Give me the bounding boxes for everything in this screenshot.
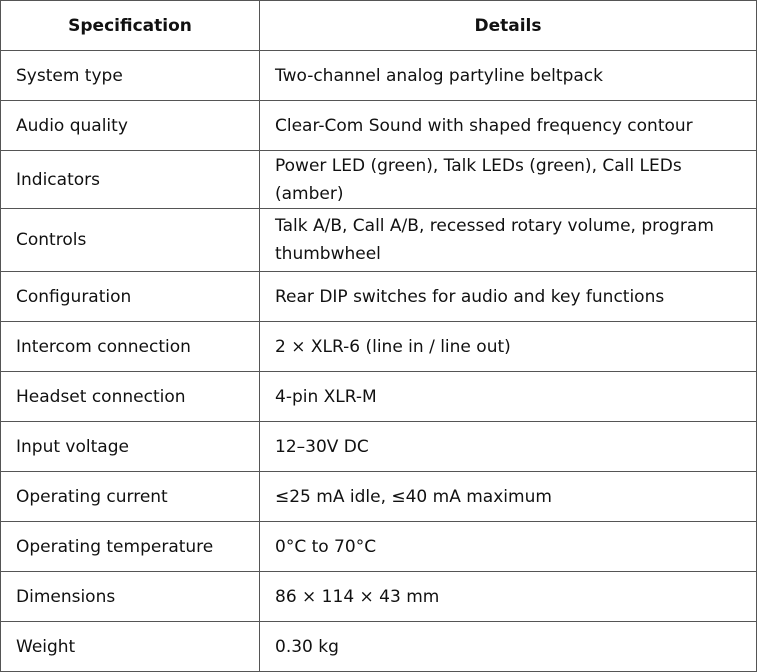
details-cell: 12–30V DC [260, 422, 757, 472]
details-cell: 0°C to 70°C [260, 522, 757, 572]
details-cell: 0.30 kg [260, 622, 757, 672]
table-row [1, 522, 757, 572]
spec-cell: Operating current [1, 472, 260, 522]
table-row [1, 372, 757, 422]
spec-cell: Audio quality [1, 101, 260, 151]
spec-cell: Configuration [1, 272, 260, 322]
details-cell: Clear-Com Sound with shaped frequency contour [260, 101, 757, 151]
details-cell: Power LED (green), Talk LEDs (green), Call LEDs (amber) [260, 151, 757, 209]
details-cell: 86 × 114 × 43 mm [260, 572, 757, 622]
table-row [1, 272, 757, 322]
details-cell: Rear DIP switches for audio and key functions [260, 272, 757, 322]
table-row [1, 472, 757, 522]
spec-cell: Intercom connection [1, 322, 260, 372]
details-cell: ≤25 mA idle, ≤40 mA maximum [260, 472, 757, 522]
spec-cell: Dimensions [1, 572, 260, 622]
spec-cell: Input voltage [1, 422, 260, 472]
details-cell: 4-pin XLR-M [260, 372, 757, 422]
table-row [1, 422, 757, 472]
details-cell: Talk A/B, Call A/B, recessed rotary volume, program thumbwheel [260, 209, 757, 272]
header-details: Details [260, 1, 757, 51]
spec-cell: Headset connection [1, 372, 260, 422]
table-row [1, 322, 757, 372]
table-row [1, 209, 757, 272]
table-row [1, 622, 757, 672]
table-row [1, 101, 757, 151]
table-row [1, 51, 757, 101]
spec-cell: Controls [1, 209, 260, 272]
spec-cell: Indicators [1, 151, 260, 209]
spec-cell: Weight [1, 622, 260, 672]
spec-cell: Operating temperature [1, 522, 260, 572]
table-row [1, 572, 757, 622]
details-cell: Two-channel analog partyline beltpack [260, 51, 757, 101]
spec-cell: System type [1, 51, 260, 101]
details-cell: 2 × XLR-6 (line in / line out) [260, 322, 757, 372]
header-specification: Specification [1, 1, 260, 51]
table-row [1, 151, 757, 209]
table-header-row [1, 1, 757, 51]
